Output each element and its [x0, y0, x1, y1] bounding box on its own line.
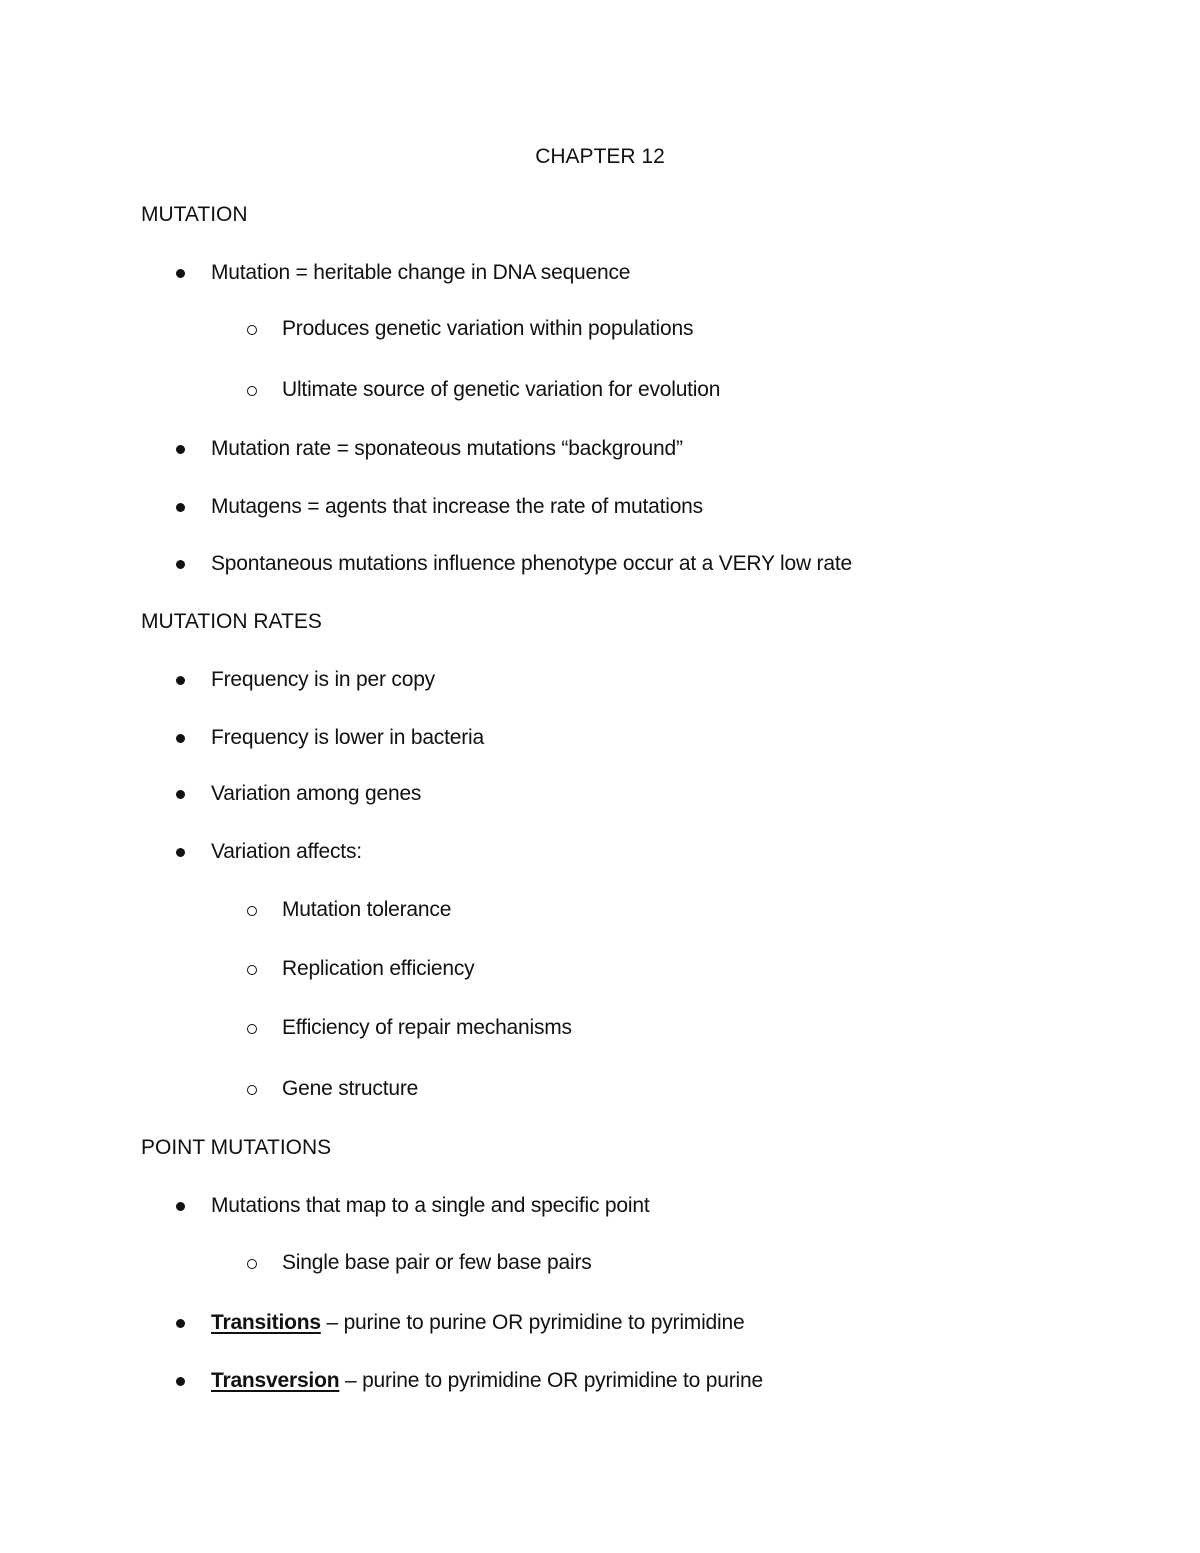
list-item-text: Variation among genes	[211, 782, 422, 805]
list-item-text: Mutagens = agents that increase the rate of mutations	[211, 495, 703, 518]
sub-list-item-text: Mutation tolerance	[282, 898, 452, 921]
term-definition: – purine to purine OR pyrimidine to pyrimidine	[320, 1311, 745, 1334]
section-heading-mutation: MUTATION	[141, 203, 248, 226]
sub-list-item-text: Produces genetic variation within populations	[282, 317, 694, 340]
bullet-icon	[176, 1377, 185, 1386]
bullet-icon	[176, 503, 185, 512]
sub-list-item-text: Ultimate source of genetic variation for evolution	[282, 378, 721, 401]
section-heading-mutation-rates: MUTATION RATES	[141, 610, 322, 633]
bullet-icon	[176, 269, 185, 278]
hollow-bullet-icon	[247, 906, 257, 916]
bullet-icon	[176, 560, 185, 569]
list-item-text	[211, 1310, 744, 1336]
bullet-icon	[176, 1319, 185, 1328]
sub-list-item-text: Gene structure	[282, 1077, 419, 1100]
sub-list-item-text: Replication efficiency	[282, 957, 475, 980]
list-item-text: Frequency is lower in bacteria	[211, 726, 484, 749]
list-item-text: Mutation rate = sponateous mutations “background”	[211, 437, 683, 460]
bullet-icon	[176, 1202, 185, 1211]
list-item-text: Mutations that map to a single and specific point	[211, 1194, 650, 1217]
sub-list-item-text: Single base pair or few base pairs	[282, 1251, 592, 1274]
list-item-text: Variation affects:	[211, 840, 362, 863]
bullet-icon	[176, 676, 185, 685]
list-item-text: Spontaneous mutations influence phenotype occur at a VERY low rate	[211, 552, 852, 575]
bullet-icon	[176, 790, 185, 799]
hollow-bullet-icon	[247, 325, 257, 335]
term-transitions: Transitions	[211, 1311, 321, 1334]
bullet-icon	[176, 734, 185, 743]
hollow-bullet-icon	[247, 1259, 257, 1269]
term-transversion: Transversion	[211, 1369, 340, 1392]
list-item-text	[211, 1368, 763, 1394]
hollow-bullet-icon	[247, 1085, 257, 1095]
hollow-bullet-icon	[247, 965, 257, 975]
sub-list-item-text: Efficiency of repair mechanisms	[282, 1016, 572, 1039]
bullet-icon	[176, 848, 185, 857]
chapter-title: CHAPTER 12	[535, 145, 665, 168]
term-definition: – purine to pyrimidine OR pyrimidine to purine	[339, 1369, 763, 1392]
section-heading-point-mutations: POINT MUTATIONS	[141, 1136, 332, 1159]
list-item-text: Mutation = heritable change in DNA sequence	[211, 261, 631, 284]
hollow-bullet-icon	[247, 1024, 257, 1034]
hollow-bullet-icon	[247, 386, 257, 396]
list-item-text: Frequency is in per copy	[211, 668, 435, 691]
bullet-icon	[176, 445, 185, 454]
